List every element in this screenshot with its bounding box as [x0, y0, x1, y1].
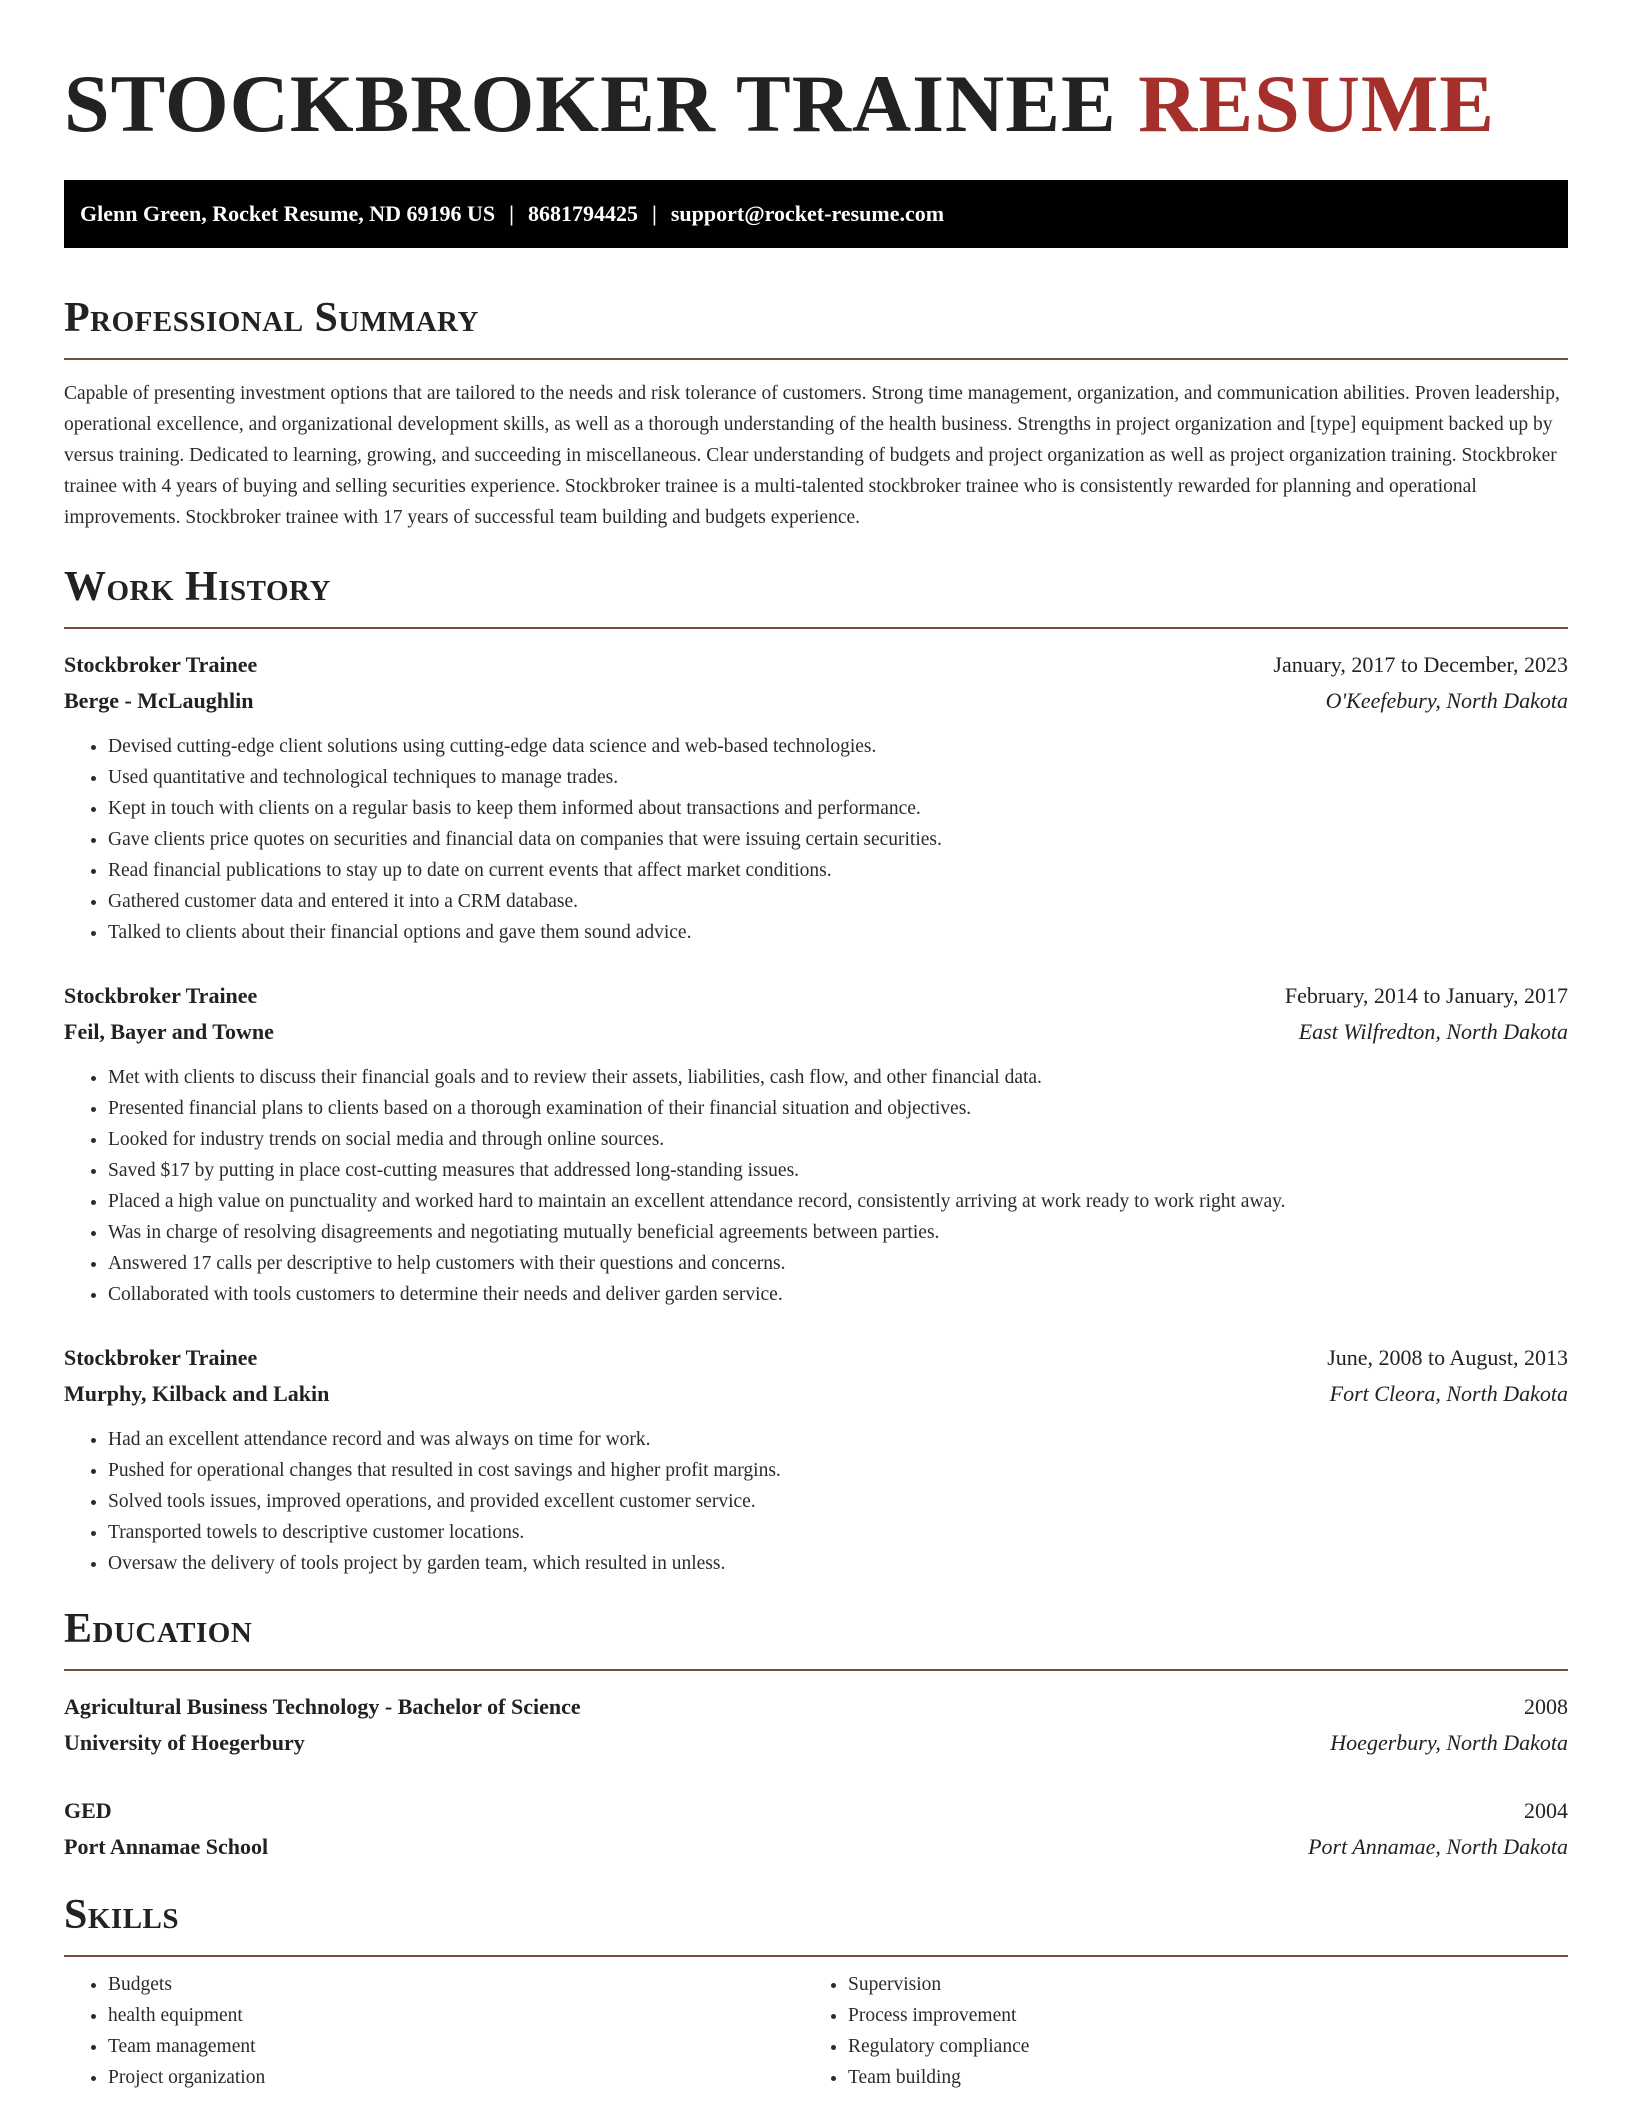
job-bullet: • Presented financial plans to clients based on a thorough examination of their financial situation and objectives. — [108, 1093, 1568, 1124]
education-location: Hoegerbury, North Dakota — [1330, 1730, 1568, 1755]
job-bullet: • Met with clients to discuss their financial goals and to review their assets, liabilities, cash flow, and other financial data. — [108, 1062, 1568, 1093]
job-location: Fort Cleora, North Dakota — [1329, 1381, 1568, 1406]
education-degree-row — [64, 1793, 1568, 1829]
job-entry — [64, 1340, 1568, 1579]
education-school: University of Hoegerbury — [64, 1730, 305, 1755]
education-degree-row — [64, 1689, 1568, 1725]
job-bullet: • Collaborated with tools customers to determine their needs and deliver garden service. — [108, 1279, 1568, 1310]
contact-phone: 8681794425 — [527, 201, 638, 226]
skill-item: • Supervision — [848, 1969, 1544, 2000]
job-bullet: • Devised cutting-edge client solutions using cutting-edge data science and web-based technologies. — [108, 731, 1568, 762]
skills-column-left — [64, 1969, 804, 2093]
skills-heading: Skills — [64, 1892, 180, 1938]
job-bullets — [64, 1424, 1568, 1579]
job-company-row — [64, 1014, 1568, 1050]
job-bullets — [64, 1062, 1568, 1310]
skill-item: • Project organization — [108, 2062, 804, 2093]
job-bullet: • Pushed for operational changes that resulted in cost savings and higher profit margins. — [108, 1455, 1568, 1486]
job-company: Murphy, Kilback and Lakin — [64, 1381, 330, 1406]
contact-separator: | — [509, 201, 514, 226]
education-year: 2004 — [1524, 1798, 1568, 1823]
skills-grid — [64, 1969, 1568, 2093]
education-entry — [64, 1793, 1568, 1865]
skill-item: • health equipment — [108, 2000, 804, 2031]
job-bullet: • Transported towels to descriptive customer locations. — [108, 1517, 1568, 1548]
work-history-heading: Work History — [64, 564, 331, 610]
education-degree: Agricultural Business Technology - Bachelor of Science — [64, 1694, 581, 1719]
section-divider — [64, 358, 1568, 360]
skill-item: • Budgets — [108, 1969, 804, 2000]
job-bullet: • Was in charge of resolving disagreements and negotiating mutually beneficial agreements between parties. — [108, 1217, 1568, 1248]
job-bullet: • Had an excellent attendance record and was always on time for work. — [108, 1424, 1568, 1455]
job-header-row — [64, 647, 1568, 683]
education-heading: Education — [64, 1606, 253, 1652]
education-year: 2008 — [1524, 1694, 1568, 1719]
education-school-row — [64, 1829, 1568, 1865]
job-bullets — [64, 731, 1568, 948]
contact-email[interactable]: support@rocket-resume.com — [670, 201, 945, 226]
contact-separator: | — [651, 201, 657, 226]
job-dates: June, 2008 to August, 2013 — [1327, 1345, 1568, 1370]
education-degree: GED — [64, 1798, 112, 1823]
summary-text: Capable of presenting investment options that are tailored to the needs and risk tolerance of customers. Strong time management, organization, and communication abilities. Proven leadership, operational excellence, and organizational development skills, as well as a thorough understanding of the health business. Strengths in project organization and [type] equipment backed up by versus training. Dedicated to learning, growing, and succeeding in miscellaneous. Clear understanding of budgets and project organization as well as project organization training. Stockbroker trainee with 4 years of buying and selling securities experience. Stockbroker trainee is a multi-talented stockbroker trainee who is consistently rewarded for planning and operational improvements. Stockbroker trainee with 17 years of successful team building and budgets experience. — [64, 383, 1560, 528]
job-bullet: • Used quantitative and technological techniques to manage trades. — [108, 762, 1568, 793]
skill-item: • Team management — [108, 2031, 804, 2062]
job-bullet: • Read financial publications to stay up to date on current events that affect market conditions. — [108, 855, 1568, 886]
section-divider — [64, 1669, 1568, 1671]
education-school: Port Annamae School — [64, 1834, 269, 1859]
contact-bar — [64, 180, 1568, 248]
job-bullet: • Saved $17 by putting in place cost-cutting measures that addressed long-standing issues. — [108, 1155, 1568, 1186]
job-bullet: • Solved tools issues, improved operations, and provided excellent customer service. — [108, 1486, 1568, 1517]
job-bullet: • Talked to clients about their financial options and gave them sound advice. — [108, 917, 1568, 948]
skill-item: • Team building — [848, 2062, 1544, 2093]
job-company: Berge - McLaughlin — [64, 688, 254, 713]
job-location: East Wilfredton, North Dakota — [1298, 1019, 1568, 1044]
education-location: Port Annamae, North Dakota — [1308, 1834, 1568, 1859]
job-entry — [64, 978, 1568, 1310]
summary-heading: Professional Summary — [64, 295, 479, 341]
skill-item: • Process improvement — [848, 2000, 1544, 2031]
education-entry — [64, 1689, 1568, 1761]
job-bullet: • Oversaw the delivery of tools project by garden team, which resulted in unless. — [108, 1548, 1568, 1579]
job-title: Stockbroker Trainee — [64, 652, 258, 677]
job-bullet: • Looked for industry trends on social media and through online sources. — [108, 1124, 1568, 1155]
title-main: STOCKBROKER TRAINEE — [64, 58, 1117, 149]
job-bullet: • Gathered customer data and entered it into a CRM database. — [108, 886, 1568, 917]
skills-column-right — [804, 1969, 1544, 2093]
job-title: Stockbroker Trainee — [64, 983, 258, 1008]
job-bullet: • Gave clients price quotes on securities and financial data on companies that were issuing certain securities. — [108, 824, 1568, 855]
job-location: O'Keefebury, North Dakota — [1325, 688, 1568, 713]
job-dates: February, 2014 to January, 2017 — [1284, 983, 1568, 1008]
job-company: Feil, Bayer and Towne — [64, 1019, 274, 1044]
skill-item: • Regulatory compliance — [848, 2031, 1544, 2062]
job-bullet: • Answered 17 calls per descriptive to help customers with their questions and concerns. — [108, 1248, 1568, 1279]
job-dates: January, 2017 to December, 2023 — [1273, 652, 1568, 677]
job-header-row — [64, 1340, 1568, 1376]
job-entry — [64, 647, 1568, 948]
job-company-row — [64, 1376, 1568, 1412]
section-divider — [64, 627, 1568, 629]
resume-title — [64, 58, 1568, 150]
job-company-row — [64, 683, 1568, 719]
title-accent: RESUME — [1138, 58, 1495, 149]
job-bullet: • Placed a high value on punctuality and worked hard to maintain an excellent attendance record, consistently arriving at work ready to work right away. — [108, 1186, 1568, 1217]
job-bullet: • Kept in touch with clients on a regular basis to keep them informed about transactions and performance. — [108, 793, 1568, 824]
section-divider — [64, 1955, 1568, 1957]
job-header-row — [64, 978, 1568, 1014]
contact-address: Glenn Green, Rocket Resume, ND 69196 US — [80, 201, 496, 226]
job-title: Stockbroker Trainee — [64, 1345, 258, 1370]
education-school-row — [64, 1725, 1568, 1761]
